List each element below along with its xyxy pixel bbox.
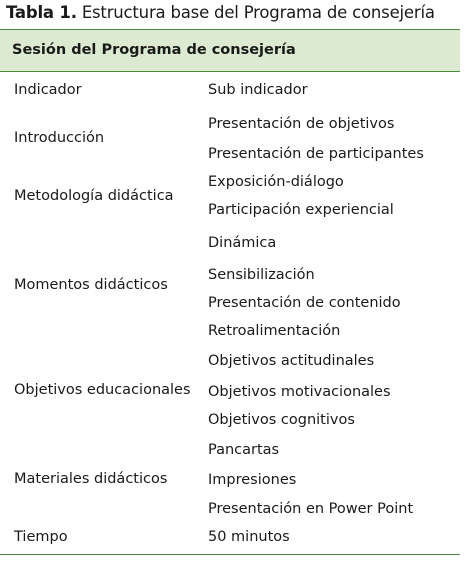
row-indicator: Materiales didácticos bbox=[14, 471, 168, 487]
row-sub-indicator: Presentación de contenido bbox=[208, 295, 401, 311]
column-header-indicator: Indicador bbox=[14, 82, 82, 98]
row-sub-indicator: 50 minutos bbox=[208, 529, 290, 545]
row-sub-indicator: Dinámica bbox=[208, 235, 277, 251]
row-sub-indicator: Participación experiencial bbox=[208, 202, 394, 218]
row-indicator: Metodología didáctica bbox=[14, 188, 174, 204]
row-sub-indicator: Presentación de participantes bbox=[208, 146, 424, 162]
row-sub-indicator: Retroalimentación bbox=[208, 323, 341, 339]
row-sub-indicator: Impresiones bbox=[208, 472, 297, 488]
table-bottom-rule bbox=[0, 554, 460, 555]
row-sub-indicator: Objetivos actitudinales bbox=[208, 353, 375, 369]
row-sub-indicator: Presentación de objetivos bbox=[208, 116, 395, 132]
table-header-rule bbox=[0, 71, 460, 72]
row-sub-indicator: Sensibilización bbox=[208, 267, 315, 283]
table-caption-label: Tabla 1. bbox=[6, 3, 77, 22]
table-caption-text: Estructura base del Programa de consejería bbox=[81, 3, 435, 22]
row-sub-indicator: Pancartas bbox=[208, 442, 280, 458]
row-indicator: Introducción bbox=[14, 130, 105, 146]
row-indicator: Tiempo bbox=[14, 529, 68, 545]
row-indicator: Objetivos educacionales bbox=[14, 382, 191, 398]
row-sub-indicator: Objetivos motivacionales bbox=[208, 384, 391, 400]
column-header-sub-indicator: Sub indicador bbox=[208, 82, 308, 98]
row-sub-indicator: Objetivos cognitivos bbox=[208, 412, 355, 428]
row-sub-indicator: Presentación en Power Point bbox=[208, 501, 414, 517]
row-sub-indicator: Exposición-diálogo bbox=[208, 174, 344, 190]
row-indicator: Momentos didácticos bbox=[14, 277, 168, 293]
table-header-band bbox=[0, 30, 460, 71]
table-caption bbox=[6, 3, 435, 22]
table-header-title: Sesión del Programa de consejería bbox=[12, 42, 296, 58]
